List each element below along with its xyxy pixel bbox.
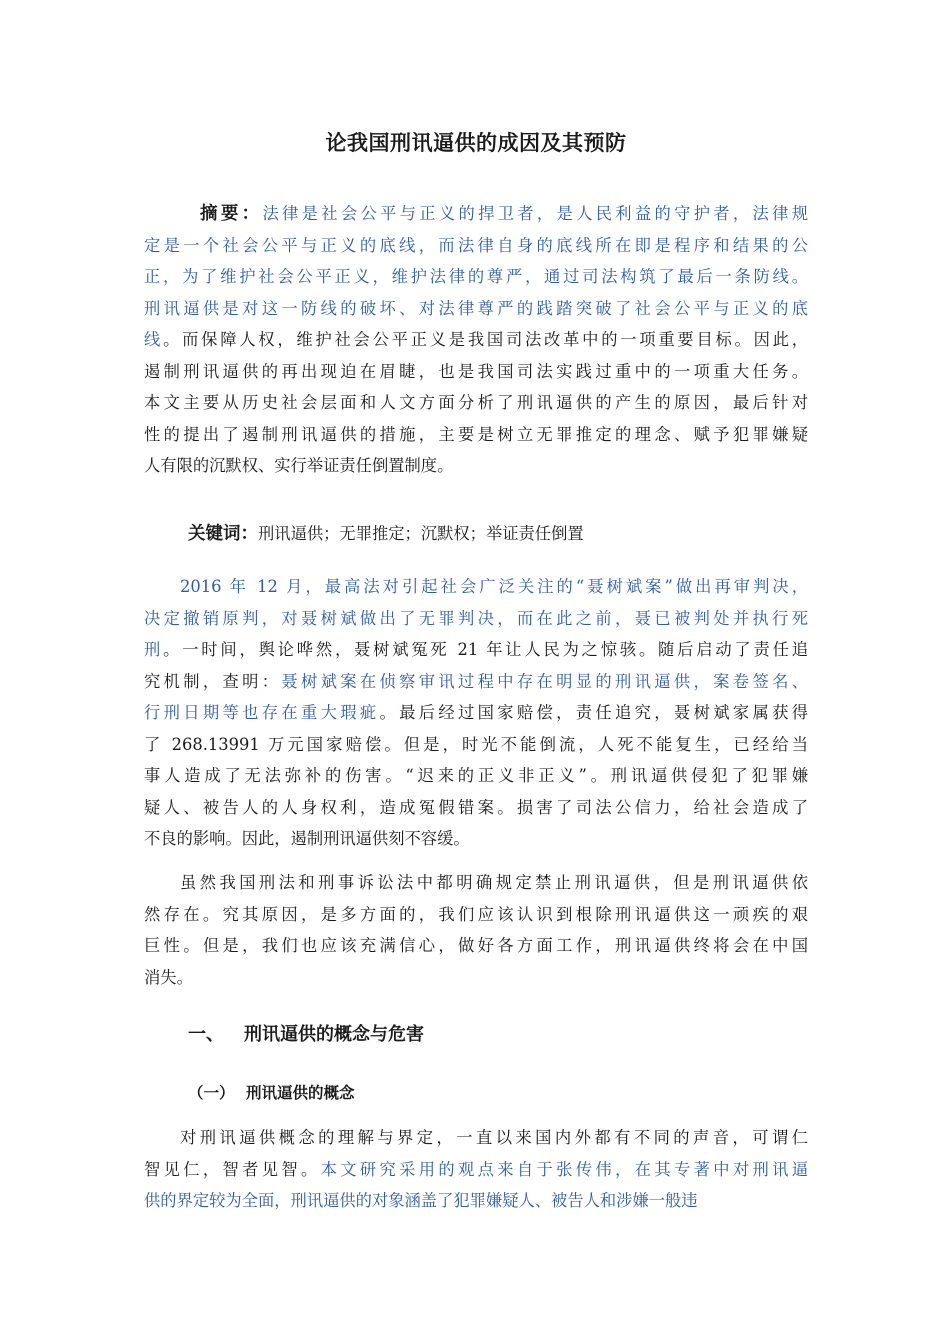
text-segment: 正，为了维护社会公平正义，维护法律的尊严，通过司法构筑了最后一条防线。 bbox=[144, 267, 808, 286]
abstract-paragraph bbox=[144, 198, 808, 482]
text-line bbox=[144, 450, 808, 482]
text-segment: 。最后经过国家赔偿，责任追究，聂树斌家属获得 bbox=[379, 703, 808, 722]
text-line bbox=[144, 899, 808, 931]
text-segment: 了 268.13991 万元国家赔偿。但是，时光不能倒流，人死不能复生，已经给当 bbox=[144, 734, 808, 754]
text-line bbox=[144, 324, 808, 356]
text-line bbox=[144, 198, 808, 230]
abstract-label: 摘要： bbox=[200, 204, 263, 224]
document-title: 论我国刑讯逼供的成因及其预防 bbox=[325, 131, 627, 155]
paragraph-3 bbox=[144, 1122, 808, 1217]
section-title: 刑讯逼供的概念与危害 bbox=[244, 1024, 424, 1045]
text-line bbox=[144, 634, 808, 666]
text-line bbox=[144, 419, 808, 451]
text-segment: 人有限的沉默权、实行举证责任倒置制度。 bbox=[144, 456, 454, 475]
text-segment: 刑讯逼供是对这一防线的破坏、对法律尊严的践踏突破了社会公平与正义的底 bbox=[144, 298, 808, 318]
text-segment: 性的提出了遏制刑讯逼供的措施，主要是树立无罪推定的理念、赋予犯罪嫌疑 bbox=[144, 424, 808, 444]
text-line bbox=[144, 697, 808, 729]
text-segment: 疑人、被告人的人身权利，造成冤假错案。损害了司法公信力，给社会造成了 bbox=[144, 797, 808, 817]
text-line bbox=[144, 1122, 808, 1154]
text-line bbox=[144, 666, 808, 698]
text-segment: 智见仁，智者见智。 bbox=[144, 1159, 321, 1179]
keywords-text: 刑讯逼供；无罪推定；沉默权；举证责任倒置 bbox=[258, 524, 584, 543]
text-segment: 对刑讯逼供概念的理解与界定，一直以来国内外都有不同的声音，可谓仁 bbox=[180, 1128, 808, 1147]
text-segment: 巨性。但是，我们也应该充满信心，做好各方面工作，刑讯逼供终将会在中国 bbox=[144, 936, 808, 955]
text-segment: 遏制刑讯逼供的再出现迫在眉睫，也是我国司法实践过重中的一项重大任务。 bbox=[144, 361, 808, 381]
text-segment: 刑 bbox=[144, 640, 164, 659]
text-line bbox=[144, 230, 808, 262]
text-segment: 法律是社会公平与正义的捍卫者，是人民利益的守护者，法律规 bbox=[262, 204, 808, 223]
text-segment: 事人造成了无法弥补的伤害。“迟来的正义非正义”。刑讯逼供侵犯了犯罪嫌 bbox=[144, 766, 808, 785]
text-segment: 。而保障人权，维护社会公平正义是我国司法改革中的一项重要目标。因此， bbox=[163, 330, 808, 349]
text-line bbox=[144, 760, 808, 792]
subsection-number: （一） bbox=[188, 1084, 235, 1102]
paragraph-1 bbox=[144, 571, 808, 855]
text-line bbox=[144, 792, 808, 824]
text-line bbox=[144, 823, 808, 855]
text-segment: 虽然我国刑法和刑事诉讼法中都明确规定禁止刑讯逼供，但是刑讯逼供依 bbox=[180, 873, 808, 892]
text-segment: 消失。 bbox=[144, 967, 193, 987]
text-segment: 本文研究采用的观点来自于张传伟，在其专著中对刑讯逼 bbox=[320, 1159, 808, 1179]
text-line bbox=[144, 1154, 808, 1186]
section-number: 一、 bbox=[188, 1024, 224, 1045]
text-line bbox=[144, 1185, 808, 1217]
paragraph-2 bbox=[144, 867, 808, 993]
text-segment: 然存在。究其原因，是多方面的，我们应该认识到根除刑讯逼供这一顽疾的艰 bbox=[144, 904, 808, 924]
keywords-line bbox=[188, 518, 584, 551]
text-segment: 。一时间，舆论哗然，聂树斌冤死 21 年让人民为之惊骇。随后启动了责任追 bbox=[163, 640, 808, 659]
text-line bbox=[144, 729, 808, 761]
text-segment: 究机制，查明： bbox=[144, 671, 282, 691]
text-line bbox=[144, 930, 808, 962]
text-segment: 定是一个社会公平与正义的底线，而法律自身的底线所在即是程序和结果的公 bbox=[144, 235, 808, 255]
text-line bbox=[144, 867, 808, 899]
text-segment: 本文主要从历史社会层面和人文方面分析了刑讯逼供的产生的原因，最后针对 bbox=[144, 393, 808, 412]
text-line bbox=[144, 962, 808, 994]
text-segment: 聂树斌案在侦察审讯过程中存在明显的刑讯逼供，案卷签名、 bbox=[281, 671, 808, 691]
text-line bbox=[144, 603, 808, 635]
text-segment: 不良的影响。因此，遏制刑讯逼供刻不容缓。 bbox=[144, 829, 470, 848]
text-line bbox=[144, 356, 808, 388]
text-segment: 供的界定较为全面，刑讯逼供的对象涵盖了犯罪嫌疑人、被告人和涉嫌一般违 bbox=[144, 1191, 698, 1210]
text-segment: 决定撤销原判，对聂树斌做出了无罪判决，而在此之前，聂已被判处并执行死 bbox=[144, 608, 808, 628]
text-line bbox=[144, 293, 808, 325]
subsection-title: 刑讯逼供的概念 bbox=[246, 1084, 355, 1102]
section-heading-1 bbox=[188, 1020, 424, 1050]
text-segment: 2016 年 12 月，最高法对引起社会广泛关注的“聂树斌案”做出再审判决， bbox=[180, 577, 808, 596]
text-line bbox=[144, 387, 808, 419]
keywords-label: 关键词： bbox=[188, 524, 258, 544]
text-segment: 行刑日期等也存在重大瑕疵 bbox=[144, 703, 380, 722]
text-segment: 线 bbox=[144, 330, 164, 349]
text-line bbox=[144, 261, 808, 293]
text-line bbox=[144, 571, 808, 603]
subsection-heading-1 bbox=[188, 1078, 355, 1108]
